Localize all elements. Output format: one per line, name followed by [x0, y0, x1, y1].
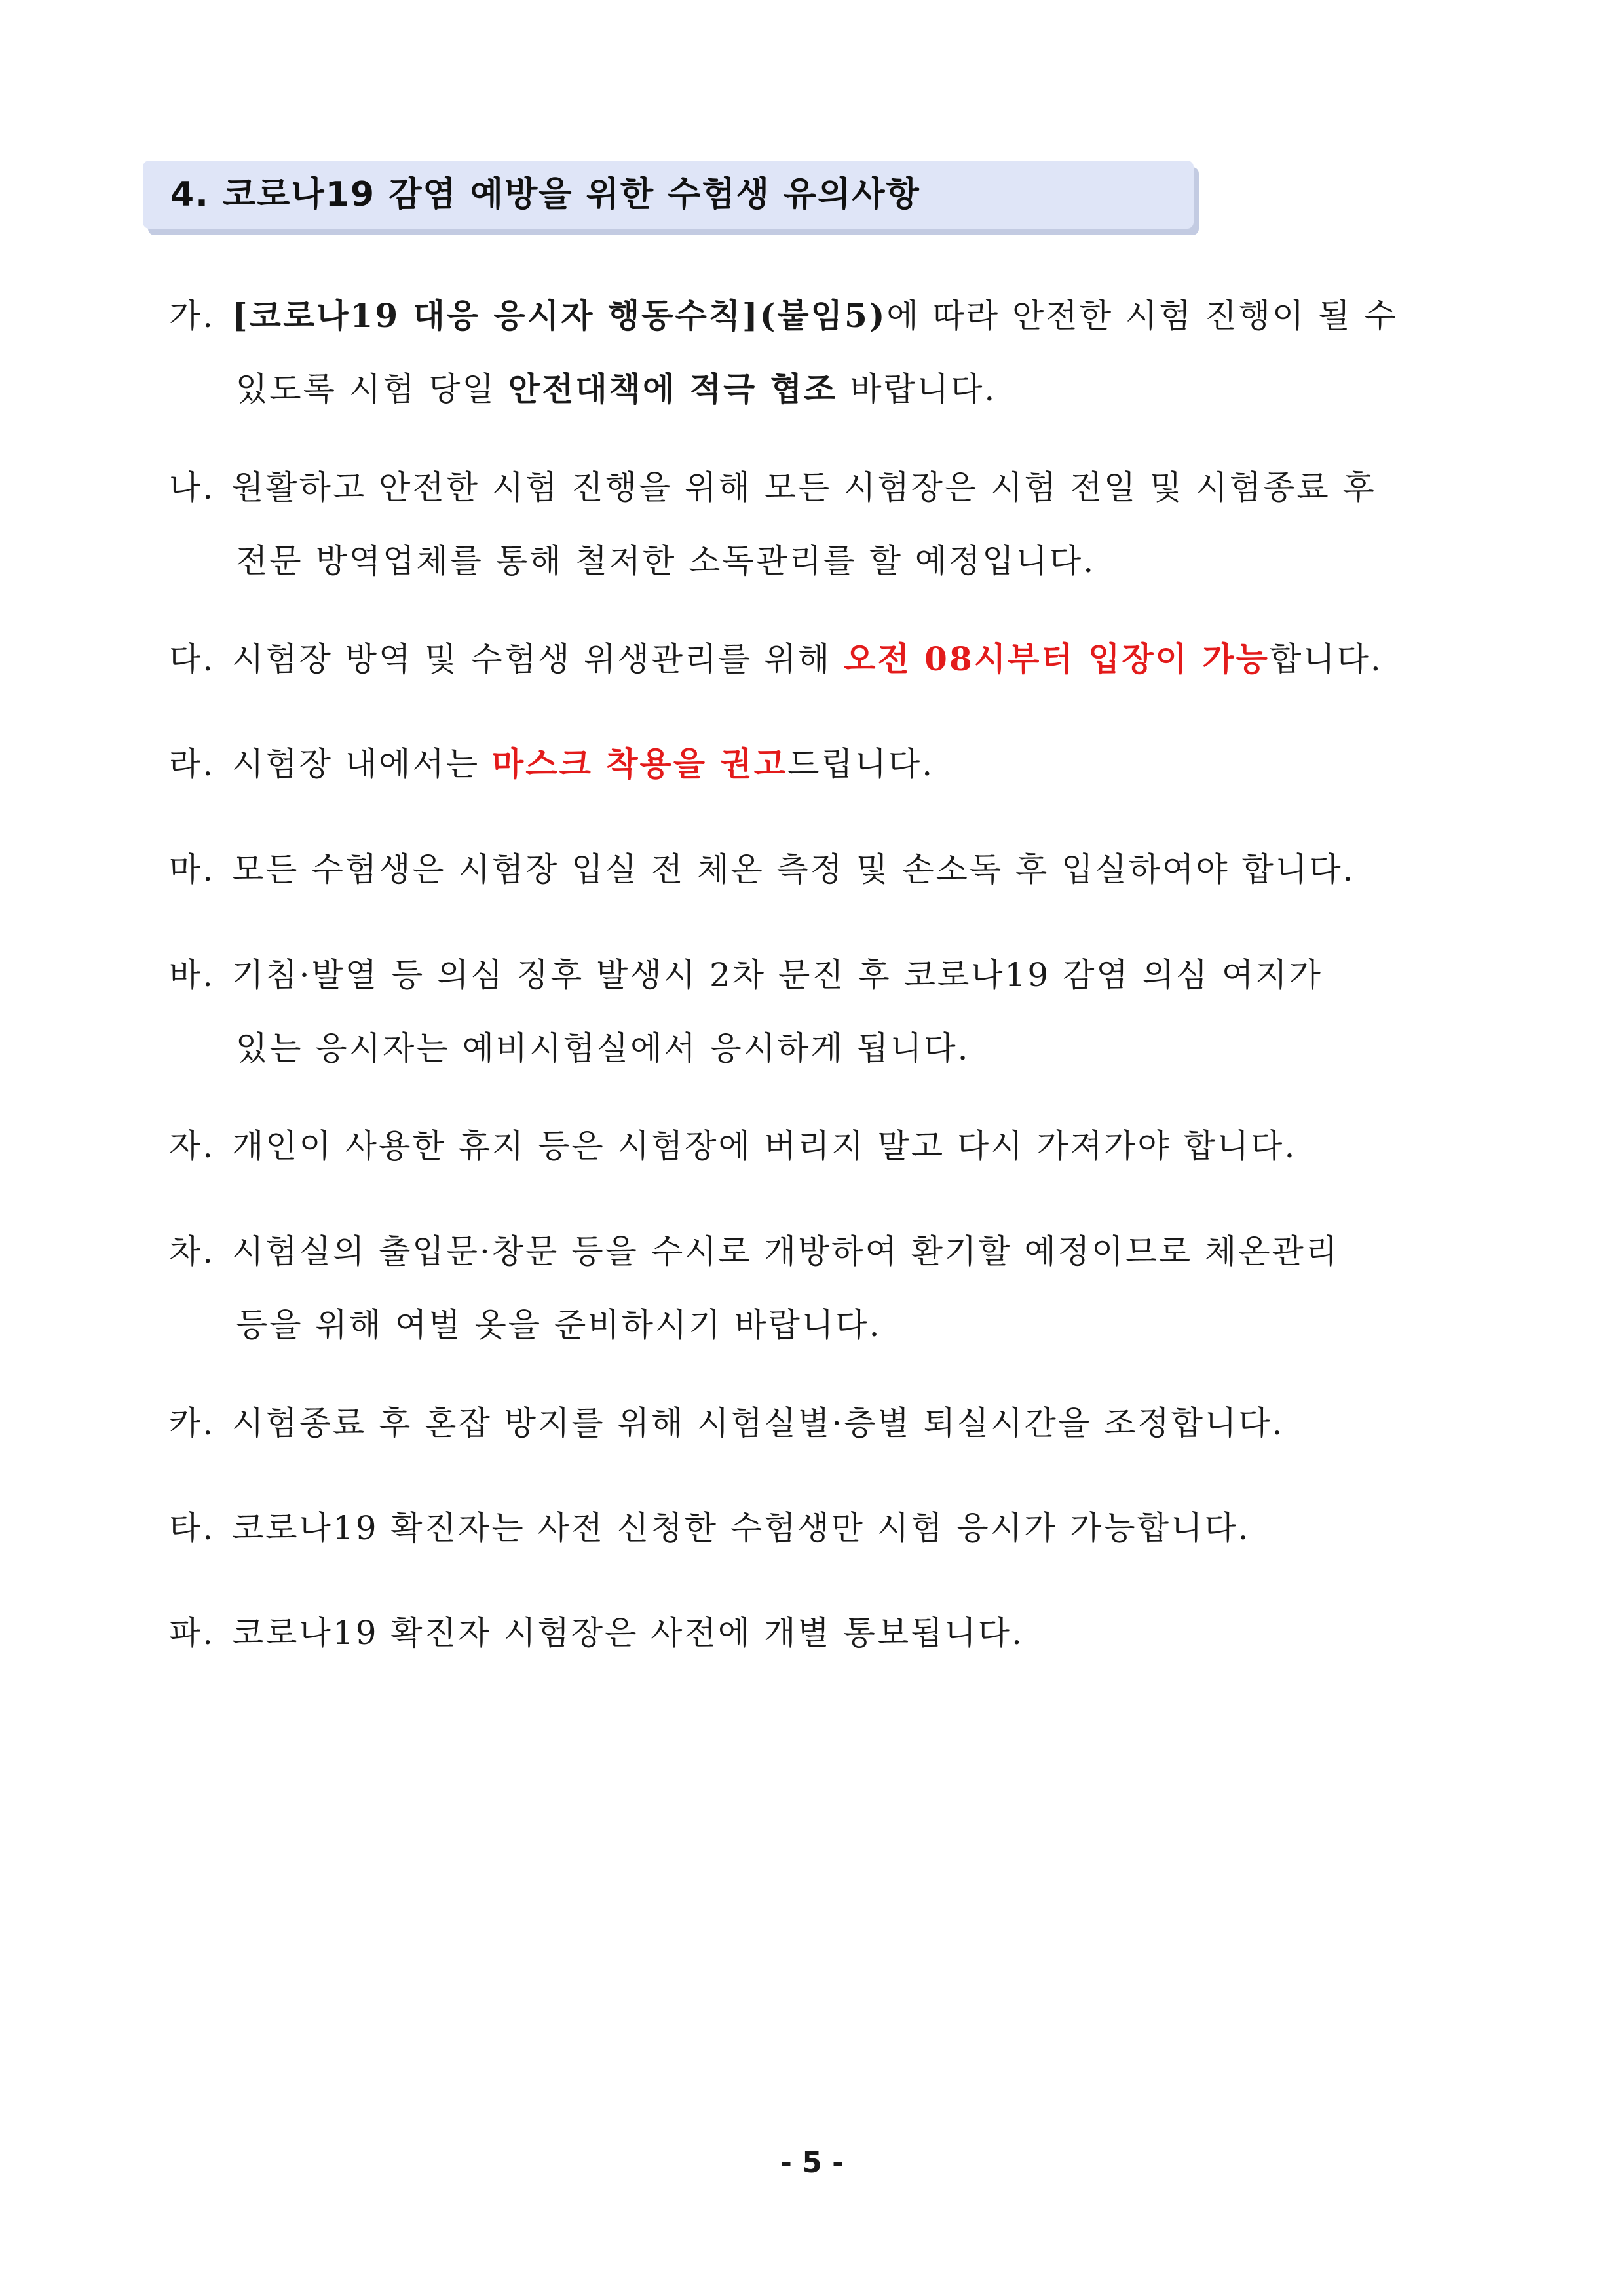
- item-text: 시험장 내에서는: [232, 745, 492, 783]
- list-item-cha: [169, 1215, 1465, 1362]
- item-marker: 자.: [169, 1127, 216, 1165]
- list-item-ra: [169, 727, 1465, 801]
- list-item-ta: [169, 1491, 1465, 1565]
- item-text: 등을 위해 여벌 옷을 준비하시기 바랍니다.: [236, 1306, 882, 1344]
- item-marker: 나.: [169, 469, 216, 507]
- item-text: 있는 응시자는 예비시험실에서 응시하게 됩니다.: [236, 1029, 970, 1067]
- item-marker: 마.: [169, 851, 216, 889]
- item-marker: 다.: [169, 640, 216, 678]
- item-text: 코로나19 확진자는 사전 신청한 수험생만 시험 응시가 가능합니다.: [232, 1509, 1251, 1547]
- item-text: 코로나19 확진자 시험장은 사전에 개별 통보됩니다.: [232, 1614, 1024, 1652]
- section-heading-box: [143, 161, 1194, 229]
- item-text: 시험실의 출입문·창문 등을 수시로 개방하여 환기할 예정이므로 체온관리: [232, 1233, 1340, 1271]
- list-item-ma: [169, 833, 1465, 906]
- item-text: 시험종료 후 혼잡 방지를 위해 시험실별·층별 퇴실시간을 조정합니다.: [232, 1404, 1285, 1442]
- item-text: 합니다.: [1269, 640, 1383, 678]
- item-text: 바랍니다.: [837, 370, 997, 408]
- item-text: 에 따라 안전한 시험 진행이 될 수: [886, 297, 1398, 335]
- guideline-reference: [코로나19 대응 응시자 행동수칙](붙임5): [232, 296, 887, 335]
- list-item-ba: [169, 938, 1465, 1085]
- item-marker: 바.: [169, 956, 216, 994]
- item-text: 기침·발열 등 의심 징후 발생시 2차 문진 후 코로나19 감염 의심 여지가: [232, 956, 1323, 994]
- item-text: 모든 수험생은 시험장 입실 전 체온 측정 및 손소독 후 입실하여야 합니다.: [232, 851, 1355, 889]
- section-heading: 4. 코로나19 감염 예방을 위한 수험생 유의사항: [170, 175, 920, 214]
- item-marker: 라.: [169, 745, 216, 783]
- page-number: - 5 -: [780, 2146, 844, 2179]
- item-marker: 타.: [169, 1509, 216, 1547]
- list-item-ga: [169, 279, 1465, 426]
- item-text: 있도록 시험 당일: [236, 370, 508, 408]
- entry-time-highlight: 오전 08시부터 입장이 가능: [844, 640, 1270, 678]
- mask-highlight: 마스크 착용을 권고: [491, 744, 788, 783]
- item-marker: 파.: [169, 1614, 216, 1652]
- item-text: 시험장 방역 및 수험생 위생관리를 위해: [232, 640, 844, 678]
- item-marker: 카.: [169, 1404, 216, 1442]
- list-item-pa: [169, 1596, 1465, 1670]
- item-marker: 차.: [169, 1233, 216, 1271]
- list-item-ka: [169, 1387, 1465, 1460]
- item-text: 원활하고 안전한 시험 진행을 위해 모든 시험장은 시험 전일 및 시험종료 후: [232, 469, 1376, 507]
- list-item-ja: [169, 1109, 1465, 1183]
- item-emphasis: 안전대책에 적극 협조: [508, 370, 838, 408]
- item-text: 전문 방역업체를 통해 철저한 소독관리를 할 예정입니다.: [236, 542, 1096, 580]
- item-text: 드립니다.: [787, 745, 935, 783]
- list-item-da: [169, 622, 1465, 696]
- item-text: 개인이 사용한 휴지 등은 시험장에 버리지 말고 다시 가져가야 합니다.: [232, 1127, 1297, 1165]
- item-marker: 가.: [169, 297, 216, 335]
- list-item-na: [169, 451, 1465, 598]
